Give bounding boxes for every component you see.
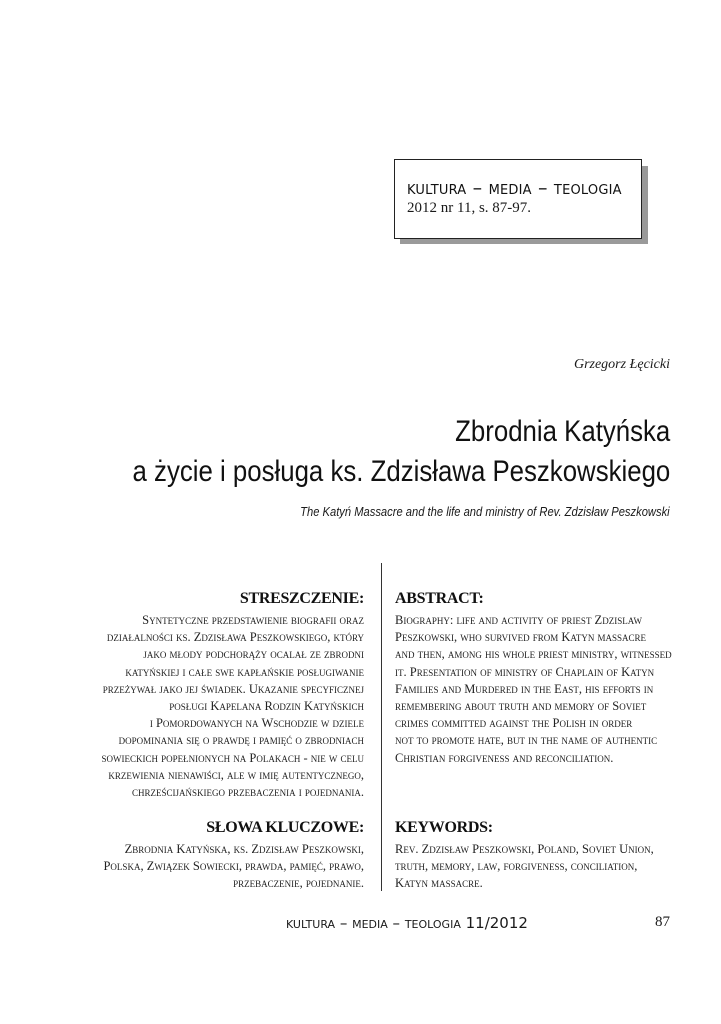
text-line: not to promote hate, but in the name of authentic	[395, 733, 658, 748]
text-line: Christian forgiveness and reconciliation.	[395, 750, 614, 765]
column-divider	[381, 563, 382, 891]
text-line: dopominania się o prawdę i pamięć o zbrodniach	[118, 733, 364, 748]
article-subtitle: The Katyń Massacre and the life and ministry of Rev. Zdzisław Peszkowski	[300, 504, 670, 519]
abstract-section	[395, 590, 675, 767]
text-line: remembering about truth and memory of Soviet	[395, 699, 647, 714]
text-line: sowieckich popełnionych na Polakach - nie w celu	[101, 750, 364, 765]
text-line: katyńskiej i całe swe kapłańskie posługiwanie	[125, 664, 364, 679]
text-line: krzewienia nienawiści, ale w imię autentycznego,	[108, 767, 364, 782]
slowa-kluczowe-section	[60, 819, 364, 893]
text-line: Peszkowski, who survived from Katyn massacre	[395, 630, 647, 645]
text-line: chrześcijańskiego przebaczenia i pojednania.	[131, 785, 364, 800]
text-line: Biography: life and activity of priest Zdzislaw	[395, 613, 642, 627]
text-line: posługi Kapelana Rodzin Katyńskich	[169, 699, 364, 714]
text-line: truth, memory, law, forgiveness, conciliation,	[395, 859, 638, 874]
text-line: i Pomordowanych na Wschodzie w dziele	[149, 716, 364, 731]
author-name: Grzegorz Łęcicki	[573, 357, 670, 372]
page-number: 87	[655, 914, 670, 930]
footer-journal: kultura – media – teologia 11/2012	[286, 914, 528, 932]
text-line: Katyn massacre.	[395, 876, 483, 891]
streszczenie-text	[60, 612, 364, 801]
keywords-heading: KEYWORDS:	[395, 819, 493, 836]
keywords-section	[395, 819, 675, 893]
text-line: Zbrodnia Katyńska, ks. Zdzisław Peszkowski,	[124, 842, 364, 856]
slowa-kluczowe-text	[60, 841, 364, 893]
text-line: Rev. Zdzisław Peszkowski, Poland, Soviet Union,	[395, 842, 654, 856]
streszczenie-heading: STRESZCZENIE:	[239, 590, 364, 607]
journal-box	[394, 159, 642, 239]
text-line: it. Presentation of ministry of Chaplain of Katyn	[395, 664, 655, 679]
text-line: Syntetyczne przedstawienie biografii oraz	[142, 613, 364, 627]
journal-issue: 2012 nr 11, s. 87-97.	[407, 200, 532, 216]
keywords-text	[395, 841, 675, 893]
text-line: przeżywał jako jej świadek. Ukazanie specyficznej	[102, 681, 364, 696]
abstract-text	[395, 612, 675, 767]
text-line: Families and Murdered in the East, his efforts in	[395, 681, 654, 696]
journal-name: kultura – media – teologia	[407, 177, 622, 199]
slowa-kluczowe-heading: SŁOWA KLUCZOWE:	[206, 819, 364, 836]
article-title	[132, 412, 670, 492]
abstract-heading: ABSTRACT:	[395, 590, 484, 607]
text-line: jako młody podchorąży ocalał ze zbrodni	[143, 647, 364, 662]
text-line: przebaczenie, pojednanie.	[233, 876, 364, 891]
text-line: działalności ks. Zdzisława Peszkowskiego, który	[106, 630, 364, 645]
streszczenie-section	[60, 590, 364, 801]
title-line: Zbrodnia Katyńska	[454, 415, 670, 448]
text-line: Polska, Związek Sowiecki, prawda, pamięć, prawo,	[103, 859, 364, 874]
text-line: crimes committed against the Polish in order	[395, 716, 633, 731]
text-line: and then, among his whole priest ministry, witnessed	[395, 647, 672, 662]
title-line: a życie i posługa ks. Zdzisława Peszkowskiego	[132, 455, 670, 488]
